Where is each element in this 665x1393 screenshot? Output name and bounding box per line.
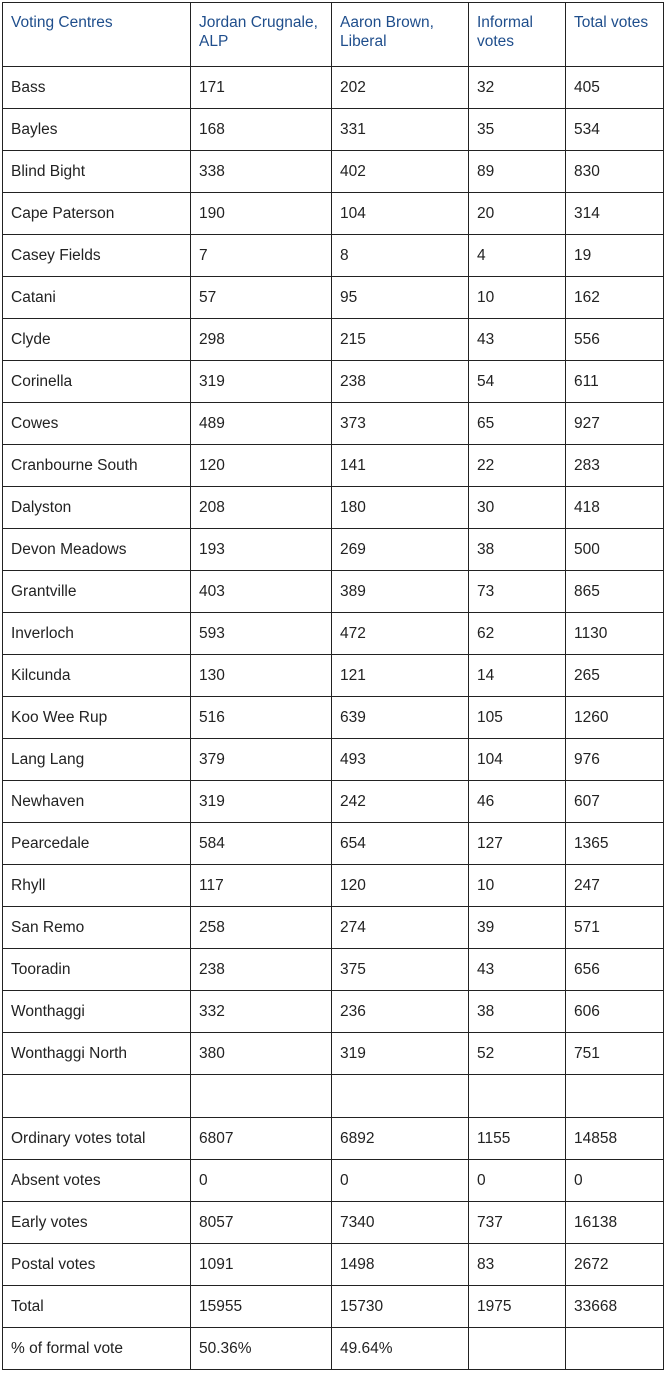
table-cell: 375 (332, 949, 469, 991)
table-cell: 402 (332, 151, 469, 193)
table-cell: 117 (191, 865, 332, 907)
table-cell: 105 (469, 697, 566, 739)
table-cell: 1130 (566, 613, 664, 655)
table-cell: 516 (191, 697, 332, 739)
table-cell: 403 (191, 571, 332, 613)
table-cell: 534 (566, 109, 664, 151)
table-cell: 121 (332, 655, 469, 697)
table-cell: 32 (469, 67, 566, 109)
table-cell: 0 (566, 1160, 664, 1202)
table-cell: 190 (191, 193, 332, 235)
table-cell: 830 (566, 151, 664, 193)
table-cell: 319 (191, 781, 332, 823)
table-cell: 215 (332, 319, 469, 361)
table-cell: 607 (566, 781, 664, 823)
table-cell: 236 (332, 991, 469, 1033)
table-cell: 38 (469, 529, 566, 571)
row-label-cell: Postal votes (3, 1244, 191, 1286)
row-label-cell: Ordinary votes total (3, 1118, 191, 1160)
table-cell: 2672 (566, 1244, 664, 1286)
table-body (3, 67, 664, 1370)
table-cell: 258 (191, 907, 332, 949)
table-cell: 283 (566, 445, 664, 487)
row-label-cell: Cranbourne South (3, 445, 191, 487)
table-cell: 168 (191, 109, 332, 151)
table-cell: 389 (332, 571, 469, 613)
table-row (3, 1118, 664, 1160)
table-cell: 737 (469, 1202, 566, 1244)
table-row (3, 823, 664, 865)
table-cell: 141 (332, 445, 469, 487)
row-label-cell: Tooradin (3, 949, 191, 991)
table-row (3, 1202, 664, 1244)
table-cell: 30 (469, 487, 566, 529)
table-cell (469, 1328, 566, 1370)
table-cell: 654 (332, 823, 469, 865)
table-cell: 7340 (332, 1202, 469, 1244)
row-label-cell: Blind Bight (3, 151, 191, 193)
table-cell: 57 (191, 277, 332, 319)
table-cell: 556 (566, 319, 664, 361)
table-header-row (3, 3, 664, 67)
table-cell: 10 (469, 277, 566, 319)
table-cell: 180 (332, 487, 469, 529)
table-cell: 571 (566, 907, 664, 949)
table-cell: 120 (332, 865, 469, 907)
row-label-cell: Catani (3, 277, 191, 319)
table-row (3, 1286, 664, 1328)
row-label-cell: Clyde (3, 319, 191, 361)
table-cell: 20 (469, 193, 566, 235)
table-cell: 927 (566, 403, 664, 445)
row-label-cell: Cowes (3, 403, 191, 445)
table-cell: 49.64% (332, 1328, 469, 1370)
table-cell: 500 (566, 529, 664, 571)
table-cell: 33668 (566, 1286, 664, 1328)
table-row (3, 361, 664, 403)
table-cell: 247 (566, 865, 664, 907)
table-cell: 472 (332, 613, 469, 655)
table-cell: 265 (566, 655, 664, 697)
row-label-cell: Casey Fields (3, 235, 191, 277)
table-row (3, 403, 664, 445)
table-cell: 865 (566, 571, 664, 613)
table-cell: 83 (469, 1244, 566, 1286)
table-cell: 274 (332, 907, 469, 949)
table-cell: 43 (469, 949, 566, 991)
row-label-cell: Inverloch (3, 613, 191, 655)
row-label-cell: Corinella (3, 361, 191, 403)
table-cell: 1975 (469, 1286, 566, 1328)
table-cell (566, 1328, 664, 1370)
table-cell: 120 (191, 445, 332, 487)
table-cell: 15955 (191, 1286, 332, 1328)
table-cell: 39 (469, 907, 566, 949)
table-row (3, 235, 664, 277)
column-header: Jordan Crugnale, ALP (191, 3, 332, 67)
column-header: Informal votes (469, 3, 566, 67)
row-label-cell: Total (3, 1286, 191, 1328)
row-label-cell: % of formal vote (3, 1328, 191, 1370)
row-label-cell: Cape Paterson (3, 193, 191, 235)
table-cell: 22 (469, 445, 566, 487)
table-cell: 238 (191, 949, 332, 991)
row-label-cell: Wonthaggi North (3, 1033, 191, 1075)
row-label-cell: Pearcedale (3, 823, 191, 865)
table-cell: 751 (566, 1033, 664, 1075)
table-cell: 43 (469, 319, 566, 361)
row-label-cell: Bayles (3, 109, 191, 151)
table-cell: 14 (469, 655, 566, 697)
table-cell: 1260 (566, 697, 664, 739)
table-cell: 0 (469, 1160, 566, 1202)
table-cell: 976 (566, 739, 664, 781)
table-row (3, 529, 664, 571)
table-cell: 331 (332, 109, 469, 151)
row-label-cell: Wonthaggi (3, 991, 191, 1033)
table-cell: 104 (332, 193, 469, 235)
table-cell: 171 (191, 67, 332, 109)
table-cell: 4 (469, 235, 566, 277)
table-cell: 16138 (566, 1202, 664, 1244)
column-header: Total votes (566, 3, 664, 67)
table-cell (332, 1075, 469, 1118)
table-row (3, 991, 664, 1033)
table-cell: 338 (191, 151, 332, 193)
table-row (3, 193, 664, 235)
table-cell: 208 (191, 487, 332, 529)
row-label-cell: Lang Lang (3, 739, 191, 781)
table-cell: 89 (469, 151, 566, 193)
table-cell: 6807 (191, 1118, 332, 1160)
table-row (3, 1244, 664, 1286)
table-row (3, 277, 664, 319)
table-cell: 130 (191, 655, 332, 697)
table-cell: 319 (191, 361, 332, 403)
column-header: Voting Centres (3, 3, 191, 67)
row-label-cell (3, 1075, 191, 1118)
table-cell: 15730 (332, 1286, 469, 1328)
table-cell: 242 (332, 781, 469, 823)
table-cell: 332 (191, 991, 332, 1033)
table-cell: 193 (191, 529, 332, 571)
table-cell: 50.36% (191, 1328, 332, 1370)
table-row (3, 151, 664, 193)
table-row (3, 445, 664, 487)
table-row (3, 907, 664, 949)
table-cell: 379 (191, 739, 332, 781)
table-cell: 380 (191, 1033, 332, 1075)
table-row (3, 109, 664, 151)
table-cell: 54 (469, 361, 566, 403)
table-cell: 46 (469, 781, 566, 823)
column-header: Aaron Brown, Liberal (332, 3, 469, 67)
row-label-cell: Grantville (3, 571, 191, 613)
voting-results-table (2, 2, 664, 1370)
table-row (3, 613, 664, 655)
row-label-cell: Newhaven (3, 781, 191, 823)
table-cell (469, 1075, 566, 1118)
table-row (3, 1033, 664, 1075)
table-row (3, 739, 664, 781)
table-cell: 95 (332, 277, 469, 319)
table-row (3, 697, 664, 739)
table-cell: 314 (566, 193, 664, 235)
table-cell: 7 (191, 235, 332, 277)
table-cell: 489 (191, 403, 332, 445)
table-cell: 1091 (191, 1244, 332, 1286)
table-cell: 73 (469, 571, 566, 613)
table-row (3, 67, 664, 109)
table-cell: 606 (566, 991, 664, 1033)
row-label-cell: Koo Wee Rup (3, 697, 191, 739)
table-cell: 656 (566, 949, 664, 991)
table-row (3, 487, 664, 529)
table-cell: 52 (469, 1033, 566, 1075)
table-cell (566, 1075, 664, 1118)
table-cell: 238 (332, 361, 469, 403)
table-cell: 10 (469, 865, 566, 907)
table-row (3, 865, 664, 907)
table-cell: 269 (332, 529, 469, 571)
table-cell: 611 (566, 361, 664, 403)
table-cell: 373 (332, 403, 469, 445)
table-cell (191, 1075, 332, 1118)
table-cell: 38 (469, 991, 566, 1033)
row-label-cell: Bass (3, 67, 191, 109)
table-row (3, 319, 664, 361)
table-cell: 493 (332, 739, 469, 781)
table-cell: 1365 (566, 823, 664, 865)
table-row (3, 781, 664, 823)
table-cell: 162 (566, 277, 664, 319)
table-cell: 0 (191, 1160, 332, 1202)
table-row (3, 571, 664, 613)
table-cell: 6892 (332, 1118, 469, 1160)
table-row (3, 1328, 664, 1370)
table-cell: 8057 (191, 1202, 332, 1244)
table-cell: 405 (566, 67, 664, 109)
table-row (3, 1075, 664, 1118)
table-cell: 19 (566, 235, 664, 277)
table-cell: 1498 (332, 1244, 469, 1286)
table-cell: 418 (566, 487, 664, 529)
table-cell: 14858 (566, 1118, 664, 1160)
table-cell: 1155 (469, 1118, 566, 1160)
table-cell: 35 (469, 109, 566, 151)
table-cell: 104 (469, 739, 566, 781)
row-label-cell: Dalyston (3, 487, 191, 529)
table-cell: 298 (191, 319, 332, 361)
table-cell: 0 (332, 1160, 469, 1202)
table-cell: 62 (469, 613, 566, 655)
table-cell: 127 (469, 823, 566, 865)
table-cell: 202 (332, 67, 469, 109)
row-label-cell: Rhyll (3, 865, 191, 907)
table-cell: 584 (191, 823, 332, 865)
table-cell: 8 (332, 235, 469, 277)
table-cell: 593 (191, 613, 332, 655)
table-cell: 319 (332, 1033, 469, 1075)
row-label-cell: San Remo (3, 907, 191, 949)
row-label-cell: Devon Meadows (3, 529, 191, 571)
row-label-cell: Absent votes (3, 1160, 191, 1202)
table-row (3, 949, 664, 991)
row-label-cell: Kilcunda (3, 655, 191, 697)
table-cell: 65 (469, 403, 566, 445)
table-cell: 639 (332, 697, 469, 739)
table-row (3, 1160, 664, 1202)
row-label-cell: Early votes (3, 1202, 191, 1244)
table-row (3, 655, 664, 697)
